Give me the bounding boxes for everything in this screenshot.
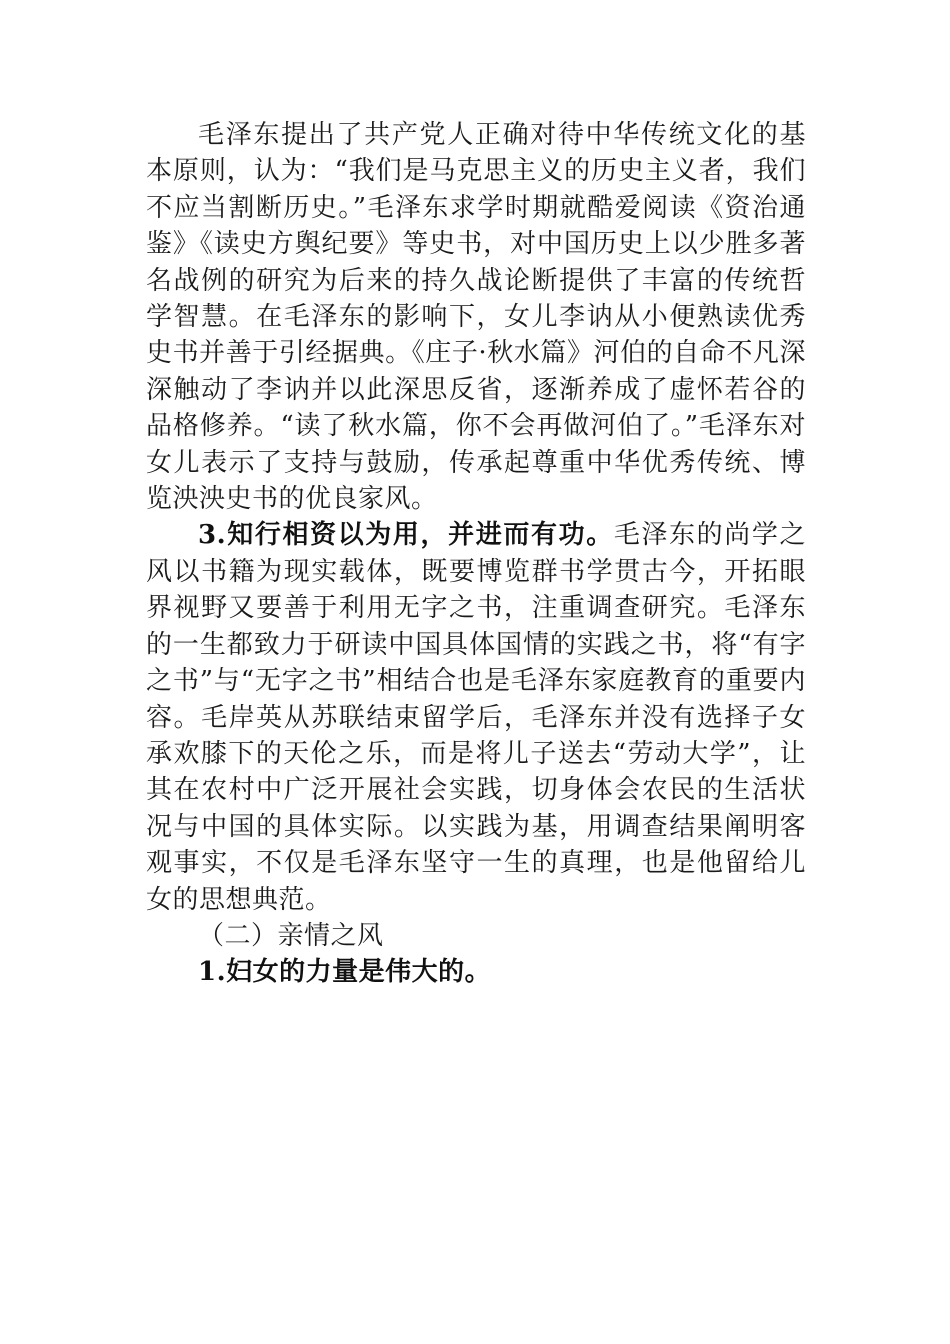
section-heading: （二）亲情之风 — [198, 920, 384, 951]
sub-heading: 1.妇女的力量是伟大的。 — [198, 957, 492, 988]
document-body — [146, 117, 806, 991]
paragraph-1: 毛泽东提出了共产党人正确对待中华传统文化的基本原则，认为：“我们是马克思主义的历史主义者，我们不应当割断历史。”毛泽东求学时期就酷爱阅读《资治通鉴》《读史方舆纪要》等史书，对中国历史上以少胜多著名战例的研究为后来的持久战论断提供了丰富的传统哲学智慧。在毛泽东的影响下，女儿李讷从小便熟读优秀史书并善于引经据典。《庄子·秋水篇》河伯的自命不凡深深触动了李讷并以此深思反省，逐渐养成了虚怀若谷的品格修养。“读了秋水篇，你不会再做河伯了。”毛泽东对女儿表示了支持与鼓励，传承起尊重中华优秀传统、博览泱泱史书的优良家风。 — [146, 120, 806, 515]
paragraph-2 — [146, 517, 806, 917]
paragraph-2-lead: 3.知行相资以为用，并进而有功。 — [198, 520, 614, 551]
paragraph-2-body: 毛泽东的尚学之风以书籍为现实载体，既要博览群书学贯古今，开拓眼界视野又要善于利用无字之书，注重调查研究。毛泽东的一生都致力于研读中国具体国情的实践之书，将“有字之书”与“无字之书”相结合也是毛泽东家庭教育的重要内容。毛岸英从苏联结束留学后，毛泽东并没有选择子女承欢膝下的天伦之乐，而是将儿子送去“劳动大学”，让其在农村中广泛开展社会实践，切身体会农民的生活状况与中国的具体实际。以实践为基，用调查结果阐明客观事实，不仅是毛泽东坚守一生的真理，也是他留给儿女的思想典范。 — [146, 520, 806, 915]
